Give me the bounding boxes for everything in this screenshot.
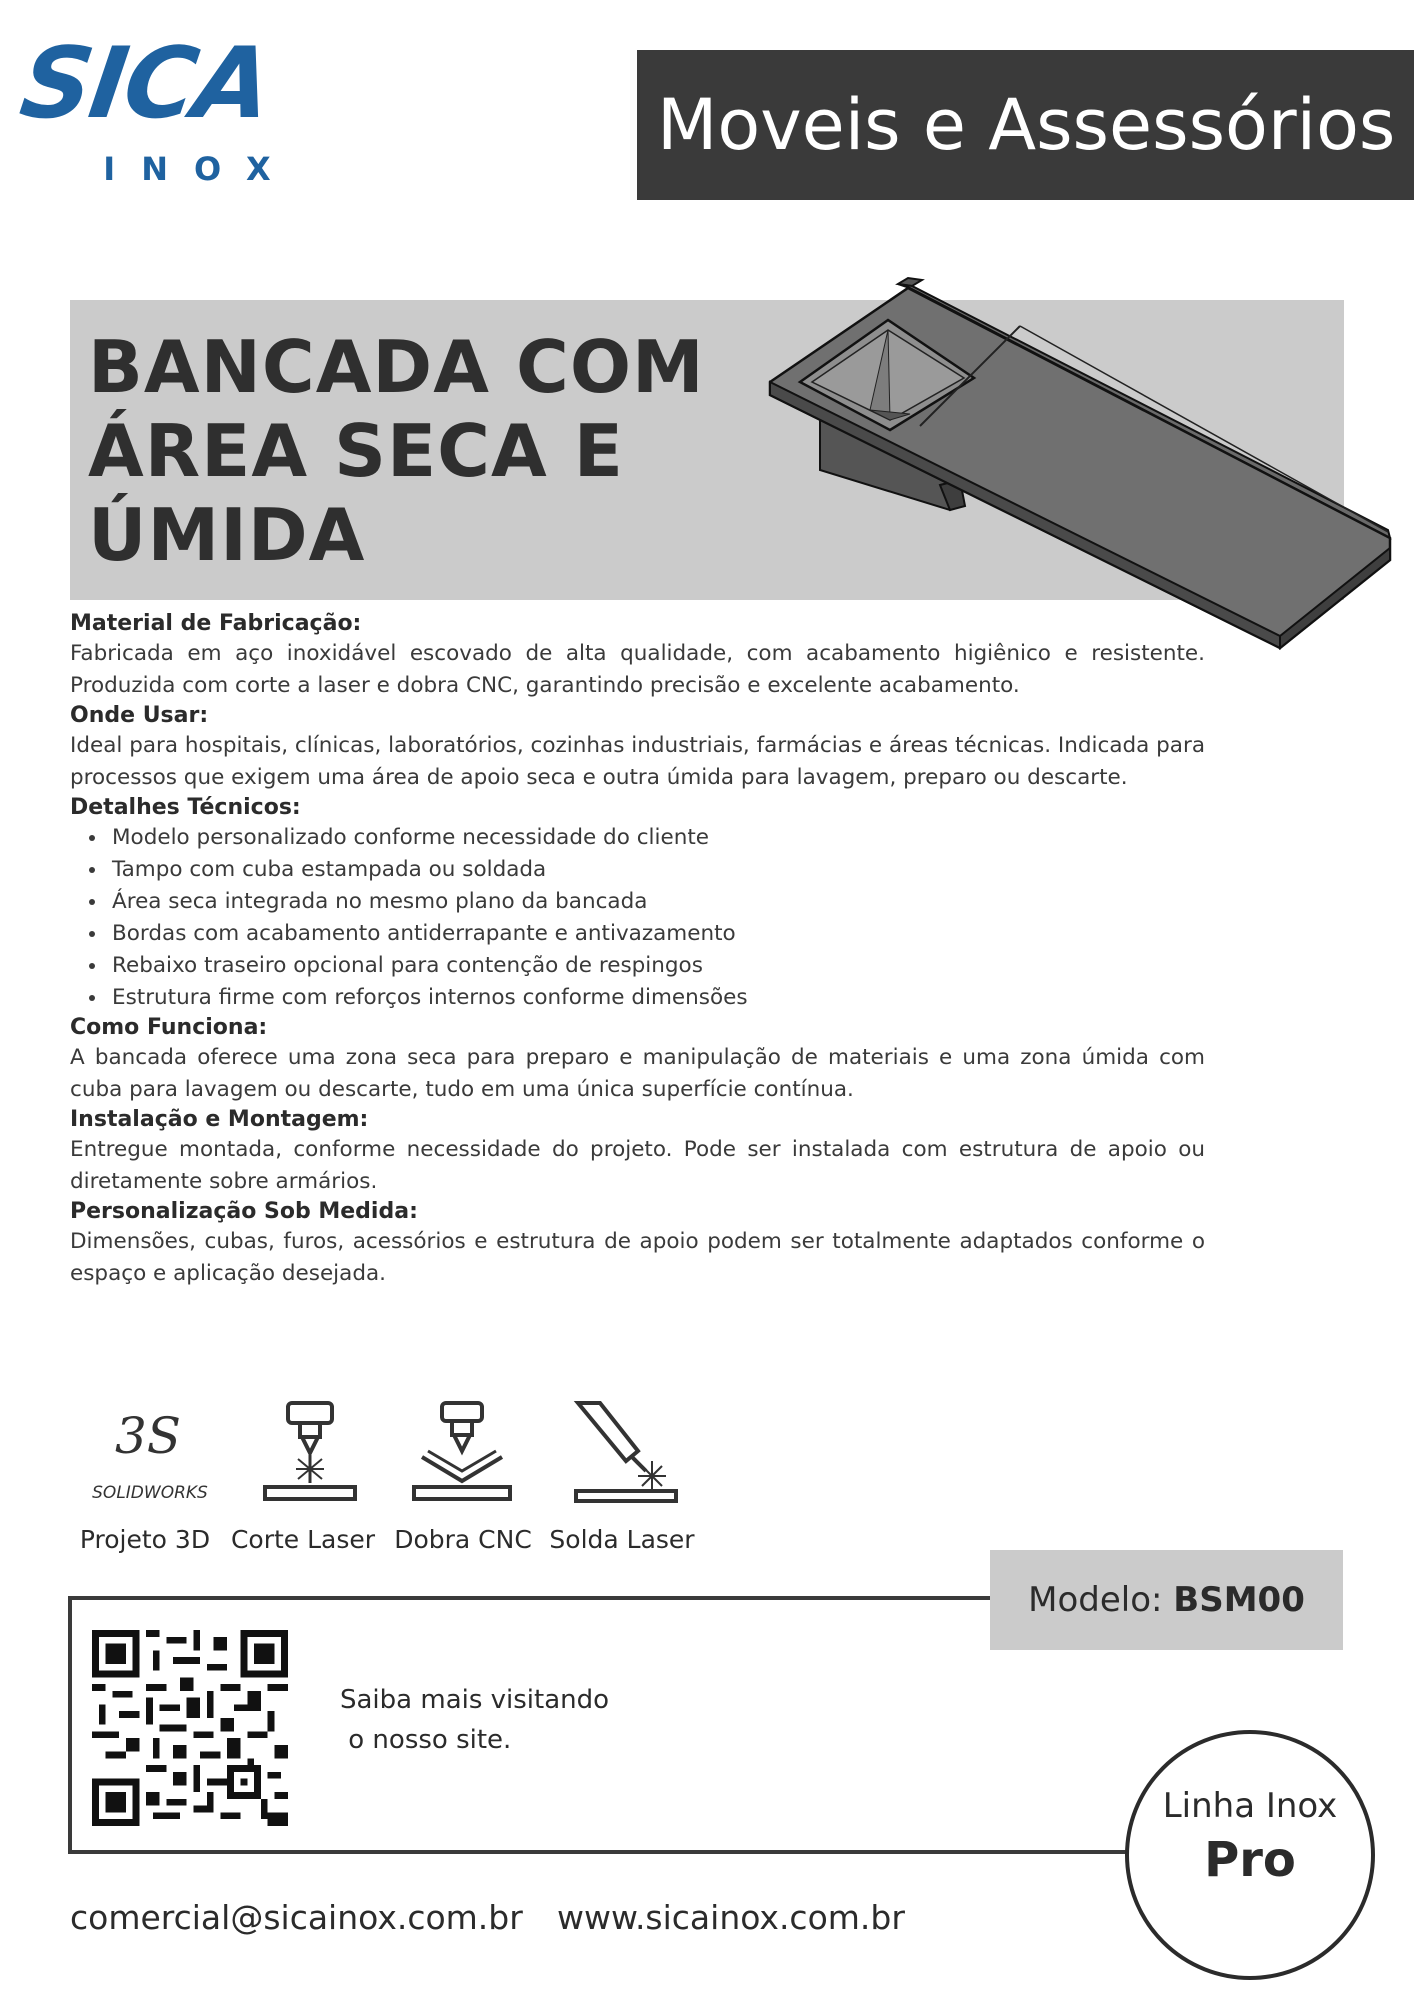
process-label-dobra-cnc: Dobra CNC xyxy=(394,1525,532,1554)
product-line-badge xyxy=(1125,1730,1375,1980)
list-item: • Modelo personalizado conforme necessidade do cliente xyxy=(108,822,1205,854)
qr-code[interactable] xyxy=(92,1630,288,1826)
cnc-bend-icon xyxy=(382,1395,542,1515)
process-label-projeto-3d: Projeto 3D xyxy=(79,1525,211,1554)
personalizacao-heading: Personalização Sob Medida: xyxy=(70,1199,418,1224)
list-item: • Tampo com cuba estampada ou soldada xyxy=(108,854,1205,886)
product-title xyxy=(88,325,788,577)
content-body xyxy=(70,610,1205,1290)
list-item: • Estrutura firme com reforços internos conforme dimensões xyxy=(108,982,1205,1014)
product-title-line-1: BANCADA COM xyxy=(88,325,705,409)
model-label: Modelo: xyxy=(1028,1580,1163,1620)
contact-website[interactable]: www.sicainox.com.br xyxy=(557,1898,905,1937)
site-prompt-line-2: o nosso site. xyxy=(340,1725,512,1755)
brand-logo-word: SICA xyxy=(13,27,277,141)
laser-cut-icon xyxy=(230,1395,390,1515)
como-funciona-text: A bancada oferece uma zona seca para preparo e manipulação de materiais e uma zona úmida com cuba para lavagem ou descarte, tudo em uma única superfície contínua. xyxy=(70,1045,1205,1102)
process-label-corte-laser: Corte Laser xyxy=(230,1525,376,1554)
list-item: • Área seca integrada no mesmo plano da bancada xyxy=(108,886,1205,918)
instalacao-heading: Instalação e Montagem: xyxy=(70,1107,369,1132)
onde-usar-heading: Onde Usar: xyxy=(70,703,209,728)
product-title-line-3: ÚMIDA xyxy=(88,493,366,577)
como-funciona-heading: Como Funciona: xyxy=(70,1015,268,1040)
detalhes-list xyxy=(70,822,1205,1014)
site-prompt-line-1: Saiba mais visitando xyxy=(340,1685,610,1715)
process-label-solda-laser: Solda Laser xyxy=(549,1525,695,1554)
svg-text:3S: 3S xyxy=(115,1407,182,1465)
contact-email[interactable]: comercial@sicainox.com.br xyxy=(70,1898,523,1937)
site-prompt xyxy=(340,1680,660,1760)
laser-weld-icon xyxy=(540,1395,700,1515)
solidworks-icon xyxy=(70,1395,230,1515)
header-title: Moveis e Assessórios xyxy=(657,84,1396,166)
badge-tier-text: Pro xyxy=(1204,1832,1296,1888)
detalhes-heading: Detalhes Técnicos: xyxy=(70,795,301,820)
model-code: BSM00 xyxy=(1173,1580,1305,1620)
frame-bottom-line xyxy=(68,1850,1128,1854)
badge-line-text: Linha Inox xyxy=(1162,1786,1338,1826)
material-text: Fabricada em aço inoxidável escovado de alta qualidade, com acabamento higiênico e resistente. Produzida com corte a laser e dobra CNC, garantindo precisão e excelente acabamento. xyxy=(70,641,1205,698)
frame-top-line xyxy=(68,1596,992,1600)
list-item: • Bordas com acabamento antiderrapante e antivazamento xyxy=(108,918,1205,950)
material-heading: Material de Fabricação: xyxy=(70,611,362,636)
personalizacao-text: Dimensões, cubas, furos, acessórios e estrutura de apoio podem ser totalmente adaptados conforme o espaço e aplicação desejada. xyxy=(70,1229,1205,1286)
brand-logo-subtitle: INOX xyxy=(103,150,297,188)
frame-left-line xyxy=(68,1596,72,1852)
product-title-line-2: ÁREA SECA E xyxy=(88,409,624,493)
onde-usar-text: Ideal para hospitais, clínicas, laboratórios, cozinhas industriais, farmácias e áreas técnicas. Indicada para processos que exigem uma área de apoio seca e outra úmida para lavagem, preparo ou descarte. xyxy=(70,733,1205,790)
instalacao-text: Entregue montada, conforme necessidade do projeto. Pode ser instalada com estrutura de apoio ou diretamente sobre armários. xyxy=(70,1137,1205,1194)
solidworks-wordmark: SOLIDWORKS xyxy=(92,1483,208,1503)
model-badge xyxy=(990,1550,1343,1650)
list-item: • Rebaixo traseiro opcional para contenção de respingos xyxy=(108,950,1205,982)
